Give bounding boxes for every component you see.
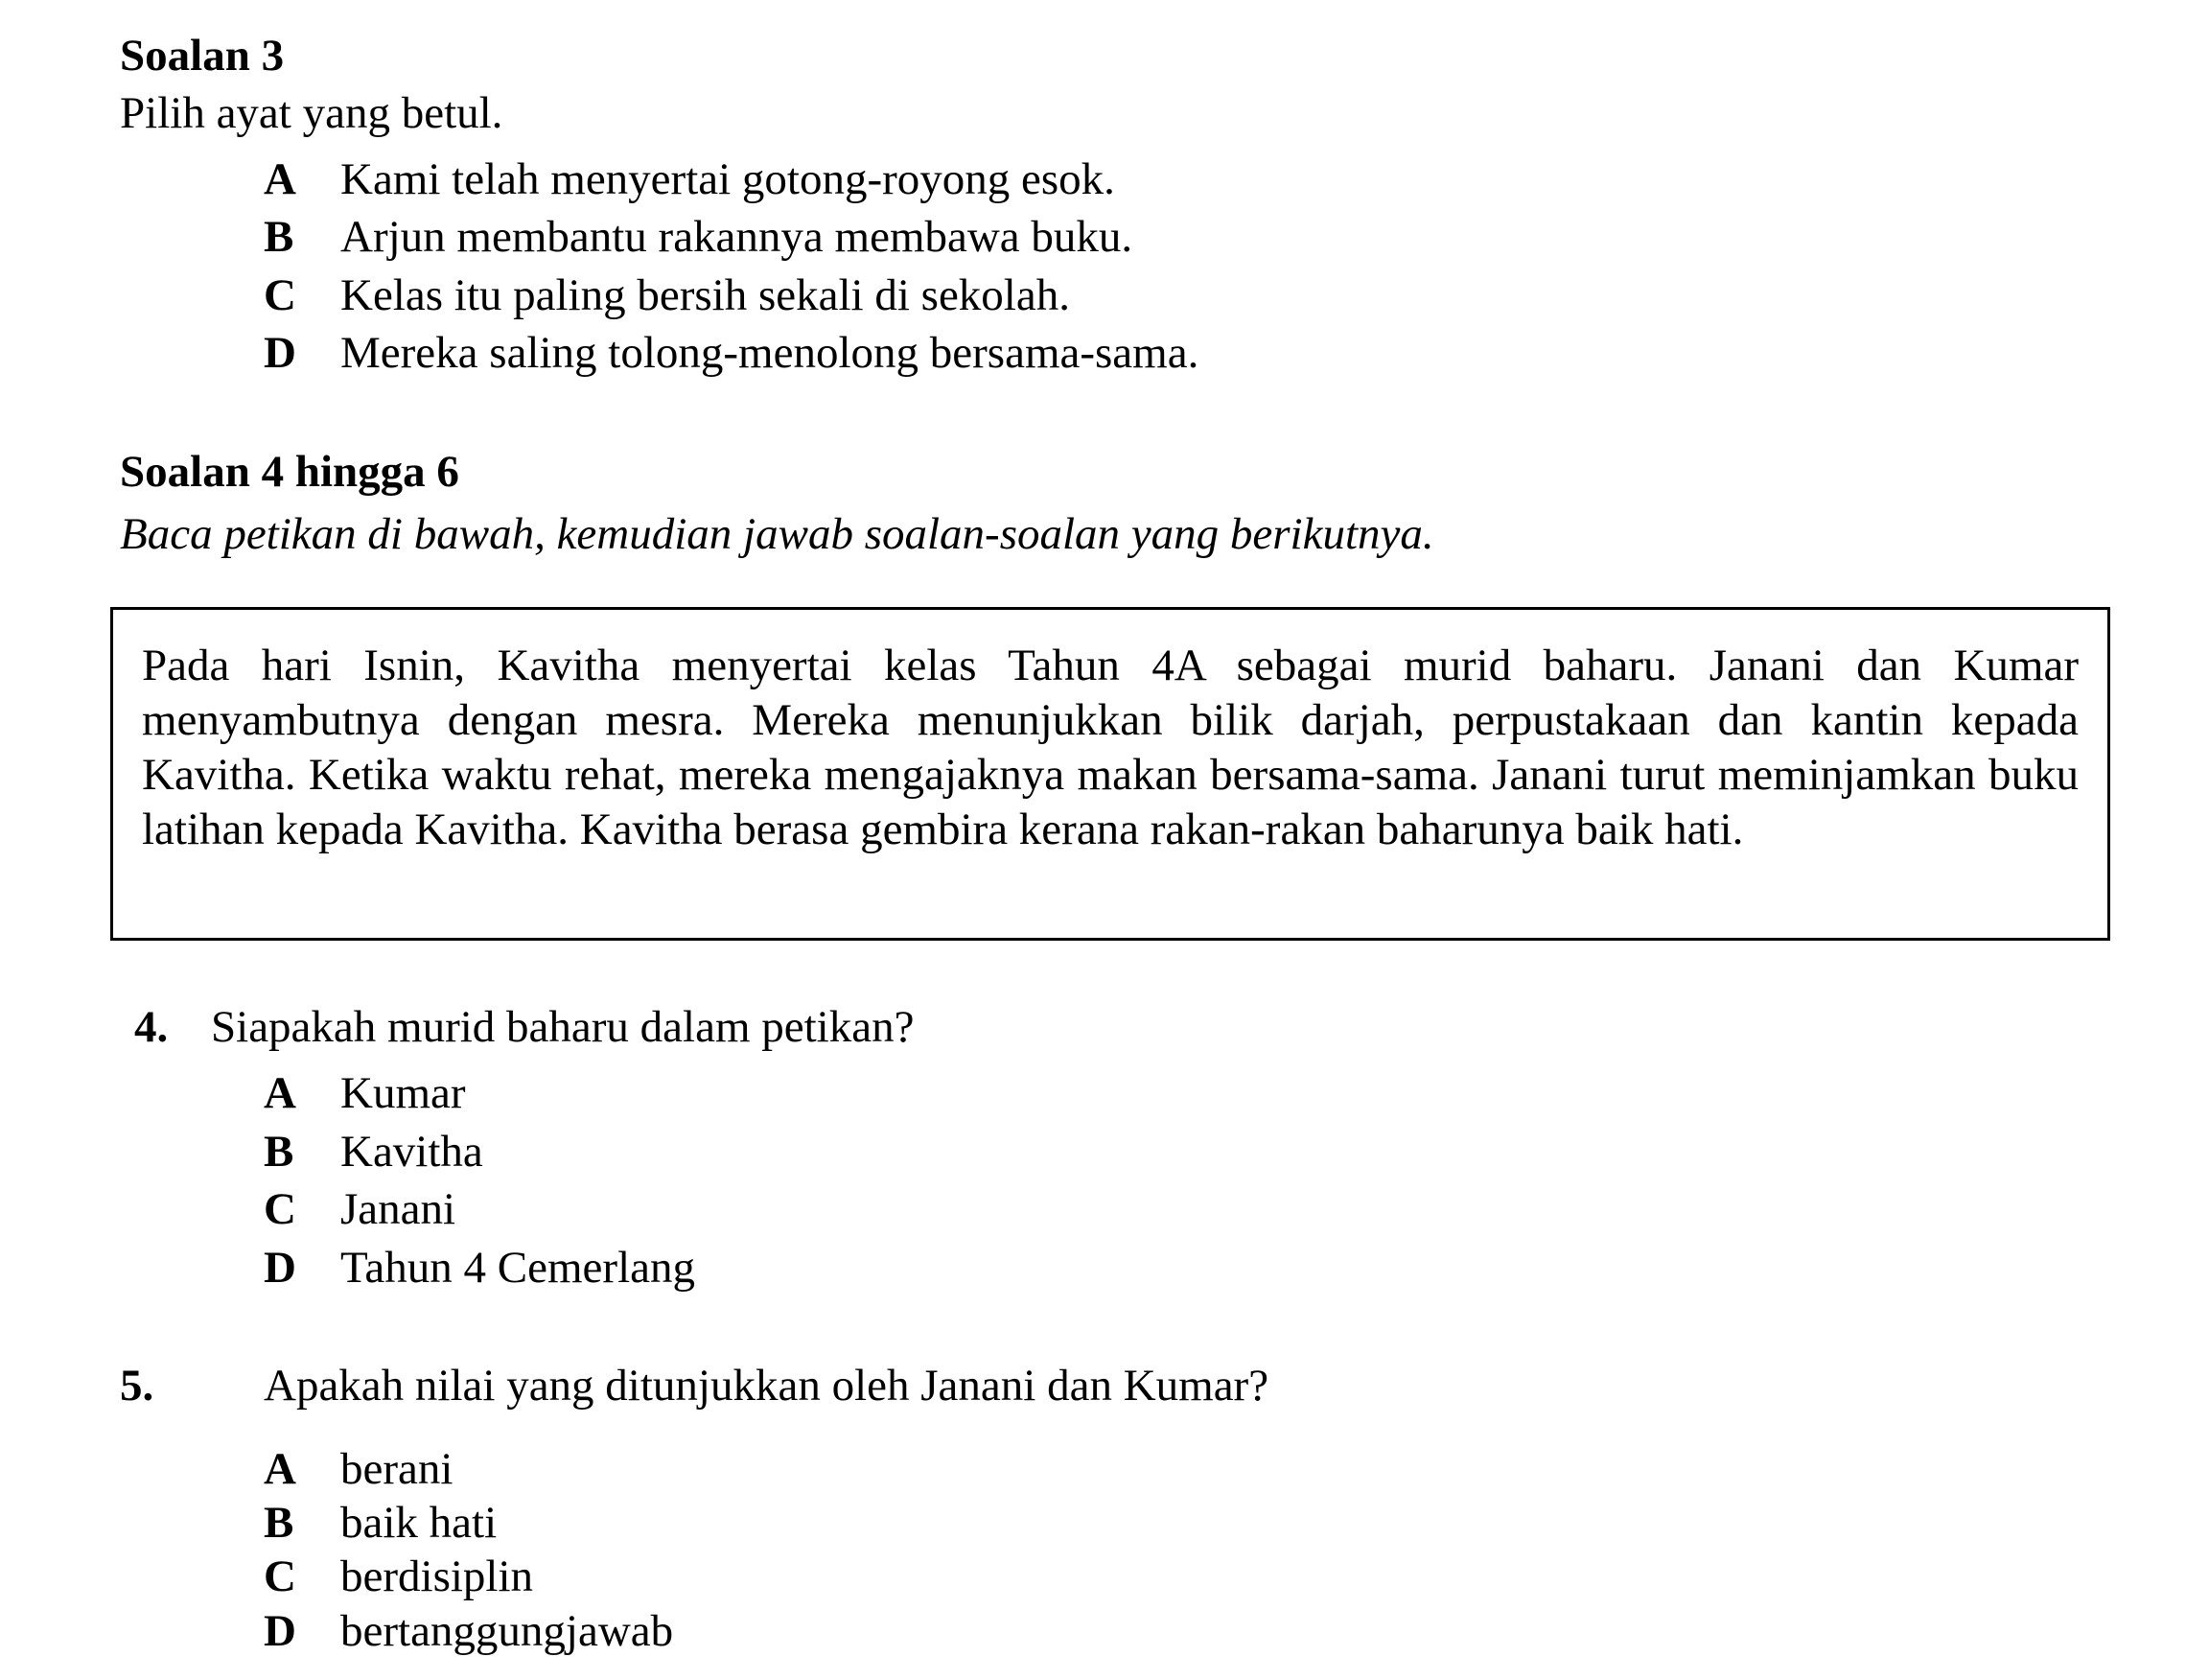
- q3-option-c-text: Kelas itu paling bersih sekali di sekolah.: [340, 270, 1070, 320]
- q5-option-a-text: berani: [340, 1444, 453, 1494]
- q4-question: Siapakah murid baharu dalam petikan?: [211, 1002, 915, 1052]
- q4-option-c-letter: C: [264, 1184, 296, 1234]
- q4-option-a-letter: A: [264, 1068, 296, 1118]
- q3-instruction: Pilih ayat yang betul.: [120, 88, 503, 138]
- q3-option-c-letter: C: [264, 270, 296, 320]
- q3-option-d-text: Mereka saling tolong-menolong bersama-sama.: [340, 328, 1199, 378]
- q3-option-d-letter: D: [264, 328, 296, 378]
- q3-option-a-text: Kami telah menyertai gotong-royong esok.: [340, 154, 1115, 204]
- q5-option-b-letter: B: [264, 1498, 294, 1548]
- q4-option-a-text: Kumar: [340, 1068, 466, 1118]
- q5-option-b-text: baik hati: [340, 1498, 498, 1548]
- q5-option-a-letter: A: [264, 1444, 296, 1494]
- section-title: Soalan 4 hingga 6: [120, 447, 459, 497]
- q5-option-d-letter: D: [264, 1606, 296, 1656]
- section-instruction: Baca petikan di bawah, kemudian jawab soalan-soalan yang berikutnya.: [120, 509, 1434, 559]
- q5-option-c-letter: C: [264, 1552, 296, 1601]
- passage-box: [110, 607, 2110, 941]
- q4-option-d-letter: D: [264, 1243, 296, 1293]
- q5-question: Apakah nilai yang ditunjukkan oleh Janani dan Kumar?: [264, 1361, 1269, 1411]
- passage-text: Pada hari Isnin, Kavitha menyertai kelas Tahun 4A sebagai murid baharu. Janani dan Kumar menyambutnya dengan mesra. Mereka menunjukkan bilik darjah, perpustakaan dan kantin kepada Kavitha. Ketika waktu rehat, mereka mengajaknya makan bersama-sama. Janani turut meminjamkan buku latihan kepada Kavitha. Kavitha berasa gembira kerana rakan-rakan baharunya baik hati.: [142, 641, 2079, 854]
- q4-option-b-text: Kavitha: [340, 1127, 483, 1177]
- q3-option-b-letter: B: [264, 212, 294, 262]
- q4-option-c-text: Janani: [340, 1184, 456, 1234]
- q5-number: 5.: [120, 1361, 154, 1411]
- q4-option-d-text: Tahun 4 Cemerlang: [340, 1243, 695, 1293]
- q5-option-c-text: berdisiplin: [340, 1552, 534, 1601]
- q3-option-a-letter: A: [264, 154, 296, 204]
- q4-number: 4.: [134, 1002, 169, 1052]
- q4-option-b-letter: B: [264, 1127, 294, 1177]
- q3-title: Soalan 3: [120, 31, 285, 81]
- q5-option-d-text: bertanggungjawab: [340, 1606, 674, 1656]
- q3-option-b-text: Arjun membantu rakannya membawa buku.: [340, 212, 1133, 262]
